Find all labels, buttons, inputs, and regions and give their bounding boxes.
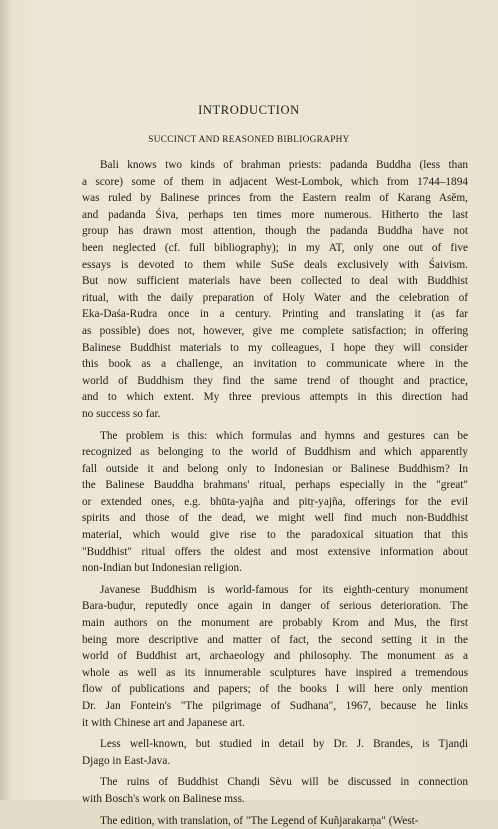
text-line: was ruled by Balinese princes from the Eastern realm of Karang Asĕm,: [82, 192, 468, 205]
text-line: fall outside it and belong only to Indonesian or Balinese Buddhism? In: [82, 462, 468, 475]
text-line: Dr. Jan Fontein's "The pilgrimage of Sudhana", 1967, because he links: [82, 700, 468, 712]
text-line: or extended ones, e.g. bhūta-yajña and pitṛ-yajña, offerings for the evil: [82, 495, 468, 508]
text-line: Javanese Buddhism is world-famous for its eighth-century monument: [100, 583, 468, 596]
text-line: world of Buddhism they find the same trend of thought and practice,: [82, 374, 468, 387]
paragraph: [82, 736, 468, 769]
text-line: Less well-known, but studied in detail by Dr. J. Brandes, is Tjanḍi: [100, 738, 468, 751]
text-line: "Buddhist" ritual offers the oldest and most extensive information about: [82, 545, 468, 558]
text-line: it with Chinese art and Japanese art.: [82, 716, 245, 729]
text-line: being more descriptive and matter of fact, the second setting it in the: [82, 633, 468, 646]
text-line: Djago in East-Java.: [82, 754, 171, 767]
text-line: the Balinese Bauddha brahmans' ritual, perhaps especially in the "great": [82, 479, 468, 492]
text-line: group has drawn most attention, though the padanda Buddha have not: [82, 225, 468, 238]
text-line: Bali knows two kinds of brahman priests: padanda Buddha (less than: [100, 159, 468, 171]
text-line: main authors on the monument are probably Krom and Mus, the first: [82, 617, 468, 630]
text-line: The problem is this: which formulas and hymns and gestures can be: [100, 429, 468, 442]
text-line: as possible) does not, however, give me complete satisfaction; in offering: [82, 324, 468, 337]
paragraph: [82, 813, 468, 829]
text-line: non-Indian but Indonesian religion.: [82, 562, 243, 575]
text-line: material, which would give rise to the paradoxical situation that this: [82, 529, 468, 542]
paragraph: [82, 157, 468, 423]
page-title: INTRODUCTION: [198, 103, 300, 117]
text-line: recognized as belonging to the world of Buddhism and which apparently: [82, 446, 468, 459]
paragraph: [82, 428, 468, 577]
text-line: The edition, with translation, of "The Legend of Kuñjarakarṇa" (West-: [100, 814, 419, 827]
section-subtitle: SUCCINCT AND REASONED BIBLIOGRAPHY: [148, 135, 350, 145]
paragraph: [82, 582, 468, 731]
text-line: flow of publications and papers; of the books I will here only mention: [82, 683, 468, 696]
text-line: Eka-Daśa-Rudra once in a century. Printing and translating it (as far: [82, 308, 468, 321]
text-line: this book as a challenge, an invitation to communicate where in the: [82, 358, 468, 371]
text-line: ritual, with the daily preparation of Holy Water and the celebration of: [82, 291, 468, 304]
text-line: essays is devoted to them while SuSe deals exclusively with Śaivism.: [82, 258, 468, 271]
text-line: and padanda Śiva, perhaps ten times more numerous. Hitherto the last: [82, 208, 468, 221]
text-line: Bara-buḍur, reputedly once again in danger of serious deterioration. The: [82, 600, 468, 613]
page-binding-edge: [0, 0, 10, 800]
text-line: world of Buddhist art, archaeology and philosophy. The monument as a: [82, 650, 468, 663]
text-line: no success so far.: [82, 407, 161, 420]
text-line: But now sufficient materials have been collected to deal with Buddhist: [82, 275, 468, 288]
text-line: Balinese Buddhist materials to my colleagues, I hope they will consider: [82, 341, 468, 354]
text-line: The ruins of Buddhist Chanḍi Sèvu will be discussed in connection: [100, 776, 468, 789]
text-line: whole as well as its innumerable sculptures have inspired a tremendous: [82, 666, 468, 679]
body-text: [82, 157, 468, 829]
paragraph: [82, 774, 468, 807]
text-line: with Bosch's work on Balinese mss.: [82, 792, 245, 805]
text-line: spirits and those of the dead, we might well find much non-Buddhist: [82, 512, 468, 525]
text-line: and to which extent. My three previous attempts in this direction had: [82, 391, 468, 404]
text-line: a score) some of them in adjacent West-Lombok, which from 1744–1894: [82, 175, 468, 188]
text-line: been neglected (cf. full bibliography); in my AT, only one out of five: [82, 241, 468, 254]
